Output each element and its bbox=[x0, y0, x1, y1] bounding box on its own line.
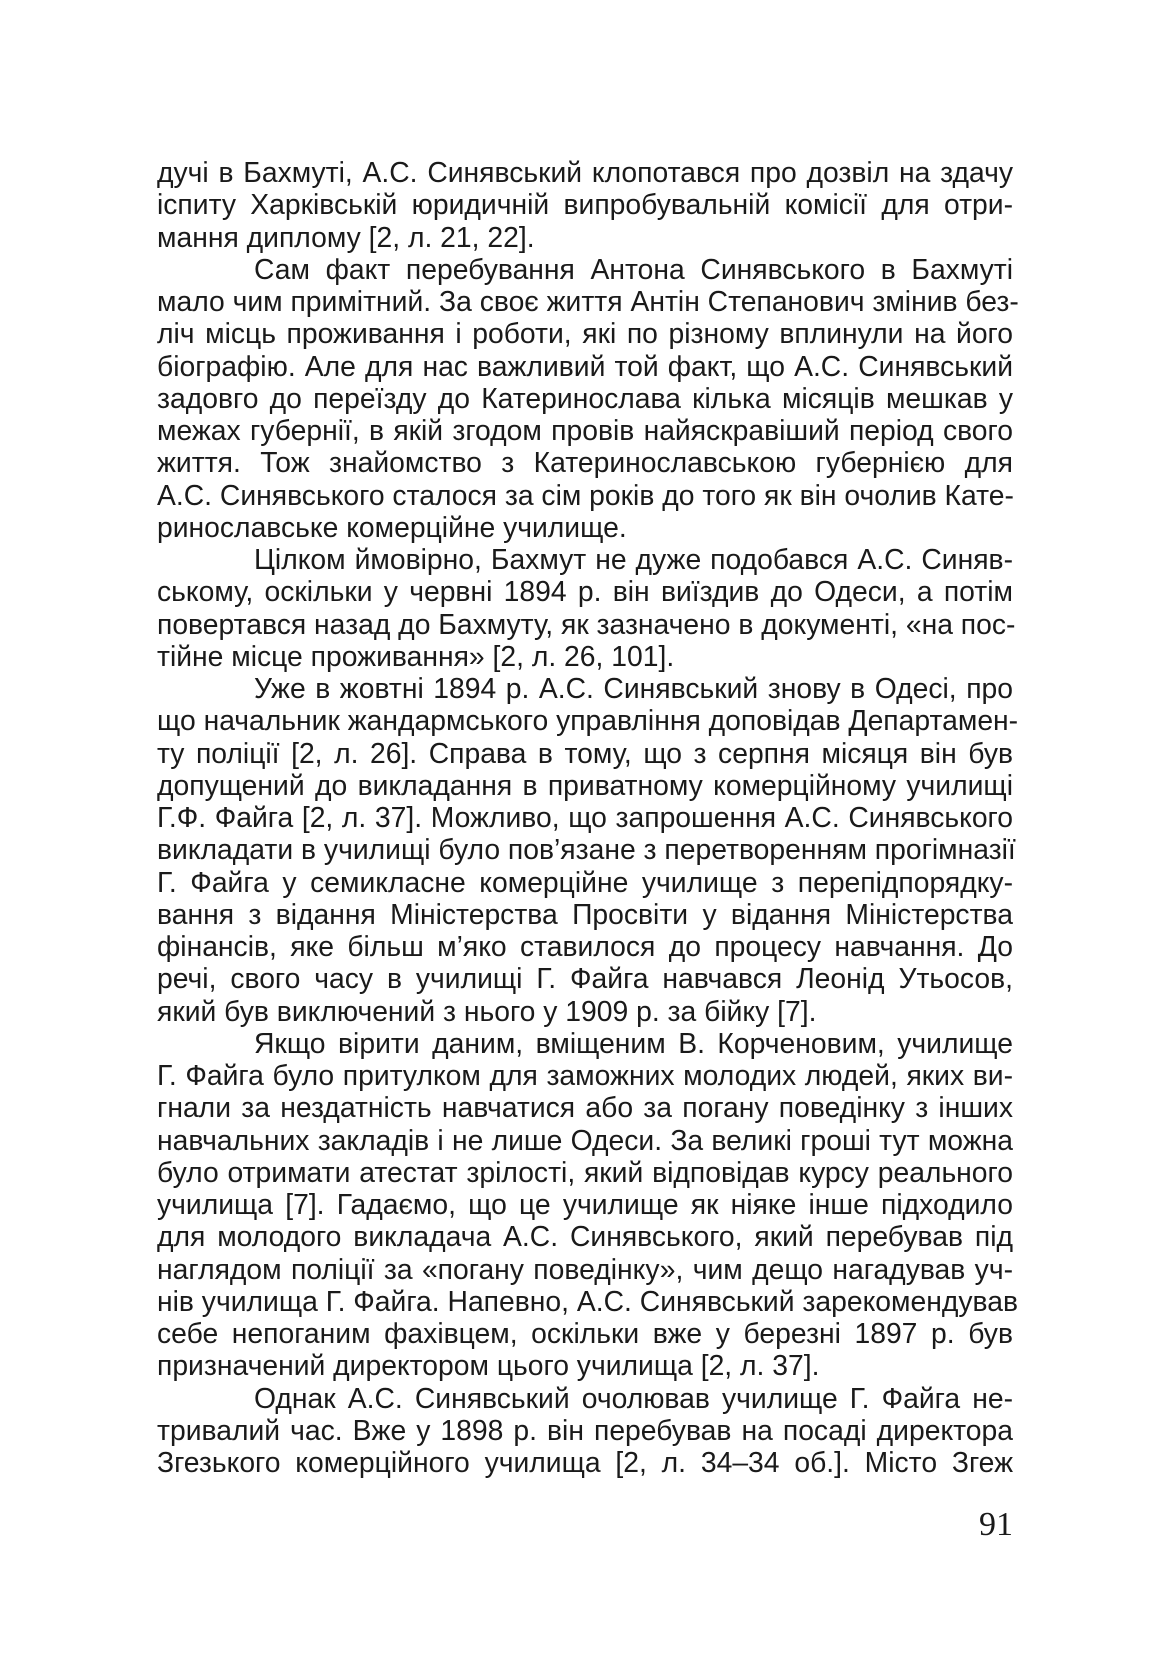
body-text bbox=[157, 156, 1019, 1478]
text-line: ту поліції [2, л. 26]. Справа в тому, що з серпня місяця він був bbox=[157, 736, 1013, 769]
text-line: тійне місце проживання» [2, л. 26, 101]. bbox=[157, 639, 675, 672]
text-line: себе непоганим фахівцем, оскільки вже у березні 1897 р. був bbox=[157, 1317, 1013, 1349]
text-line: викладати в училищі було пов’язане з перетворенням прогімназії bbox=[157, 833, 1016, 866]
paragraph bbox=[157, 156, 1013, 253]
text-line: було отримати атестат зрілості, який відповідав курсу реального bbox=[157, 1155, 1013, 1188]
text-line: навчальних закладів і не лише Одеси. За великі гроші тут можна bbox=[157, 1123, 1013, 1156]
text-line: А.С. Синявського сталося за сім років до того як він очолив Кате- bbox=[157, 478, 1014, 511]
text-line: гнали за нездатність навчатися або за погану поведінку з інших bbox=[157, 1091, 1013, 1124]
text-line: що начальник жандармського управління доповідав Департамен- bbox=[157, 704, 1019, 737]
paragraph bbox=[157, 543, 1016, 672]
text-line: тривалий час. Вже у 1898 р. він перебував на посаді директора bbox=[157, 1413, 1013, 1446]
text-line: життя. Тож знайомство з Катеринославською губернією для bbox=[157, 446, 1013, 479]
text-line: межах губернії, в якій згодом провів найяскравіший період свого bbox=[157, 414, 1013, 446]
page-number: 91 bbox=[979, 1506, 1013, 1543]
text-line: Г. Файга у семикласне комерційне училище з перепідпорядку- bbox=[157, 865, 1013, 898]
text-line: який був виключений з нього у 1909 р. за бійку [7]. bbox=[157, 994, 817, 1027]
text-line: іспиту Харківській юридичній випробувальній комісії для отри- bbox=[157, 188, 1013, 221]
text-line: вання з відання Міністерства Просвіти у відання Міністерства bbox=[157, 897, 1013, 930]
text-line: Однак А.С. Синявський очолював училище Г. Файга не- bbox=[254, 1381, 1013, 1414]
text-line: Уже в жовтні 1894 р. А.С. Синявський знову в Одесі, про bbox=[254, 672, 1013, 704]
text-line: Цілком ймовірно, Бахмут не дуже подобався А.С. Синяв- bbox=[254, 543, 1013, 575]
paragraph bbox=[157, 1382, 1013, 1479]
text-line: мання диплому [2, л. 21, 22]. bbox=[157, 220, 535, 253]
paragraph bbox=[157, 1026, 1018, 1382]
paragraph bbox=[157, 672, 1019, 1027]
text-line: задовго до переїзду до Катеринослава кілька місяців мешкав у bbox=[157, 381, 1013, 414]
text-line: Якщо вірити даним, вміщеним В. Корченовим, училище bbox=[254, 1026, 1013, 1059]
text-line: повертався назад до Бахмуту, як зазначено в документі, «на пос- bbox=[157, 607, 1016, 640]
text-line: ліч місць проживання і роботи, які по різному вплинули на його bbox=[157, 317, 1013, 350]
text-line: Г.Ф. Файга [2, л. 37]. Можливо, що запрошення А.С. Синявського bbox=[157, 801, 1013, 833]
text-line: Г. Файга було притулком для заможних молодих людей, яких ви- bbox=[157, 1059, 1013, 1091]
text-line: допущений до викладання в приватному комерційному училищі bbox=[157, 768, 1013, 801]
paragraph bbox=[157, 252, 1019, 543]
text-line: фінансів, яке більш м’яко ставилося до процесу навчання. До bbox=[157, 930, 1013, 962]
text-line: мало чим примітний. За своє життя Антін Степанович змінив без- bbox=[157, 285, 1019, 317]
text-line: Сам факт перебування Антона Синявського в Бахмуті bbox=[254, 252, 1013, 285]
text-line: дучі в Бахмуті, А.С. Синявський клопотався про дозвіл на здачу bbox=[157, 156, 1013, 188]
text-line: біографію. Але для нас важливий той факт, що А.С. Синявський bbox=[157, 349, 1013, 382]
text-line: Згезького комерційного училища [2, л. 34–34 об.]. Місто Згеж bbox=[157, 1446, 1013, 1478]
text-line: училища [7]. Гадаємо, що це училище як ніяке інше підходило bbox=[157, 1188, 1013, 1220]
text-line: призначений директором цього училища [2, л. 37]. bbox=[157, 1349, 820, 1382]
text-line: ському, оскільки у червні 1894 р. він виїздив до Одеси, а потім bbox=[157, 575, 1013, 608]
text-line: для молодого викладача А.С. Синявського, який перебував під bbox=[157, 1220, 1013, 1253]
text-line: нів училища Г. Файга. Напевно, А.С. Синявський зарекомендував bbox=[157, 1284, 1018, 1317]
text-line: речі, свого часу в училищі Г. Файга навчався Леонід Утьосов, bbox=[157, 962, 1013, 995]
text-line: наглядом поліції за «погану поведінку», чим дещо нагадував уч- bbox=[157, 1252, 1013, 1285]
text-line: ринославське комерційне училище. bbox=[157, 510, 627, 543]
